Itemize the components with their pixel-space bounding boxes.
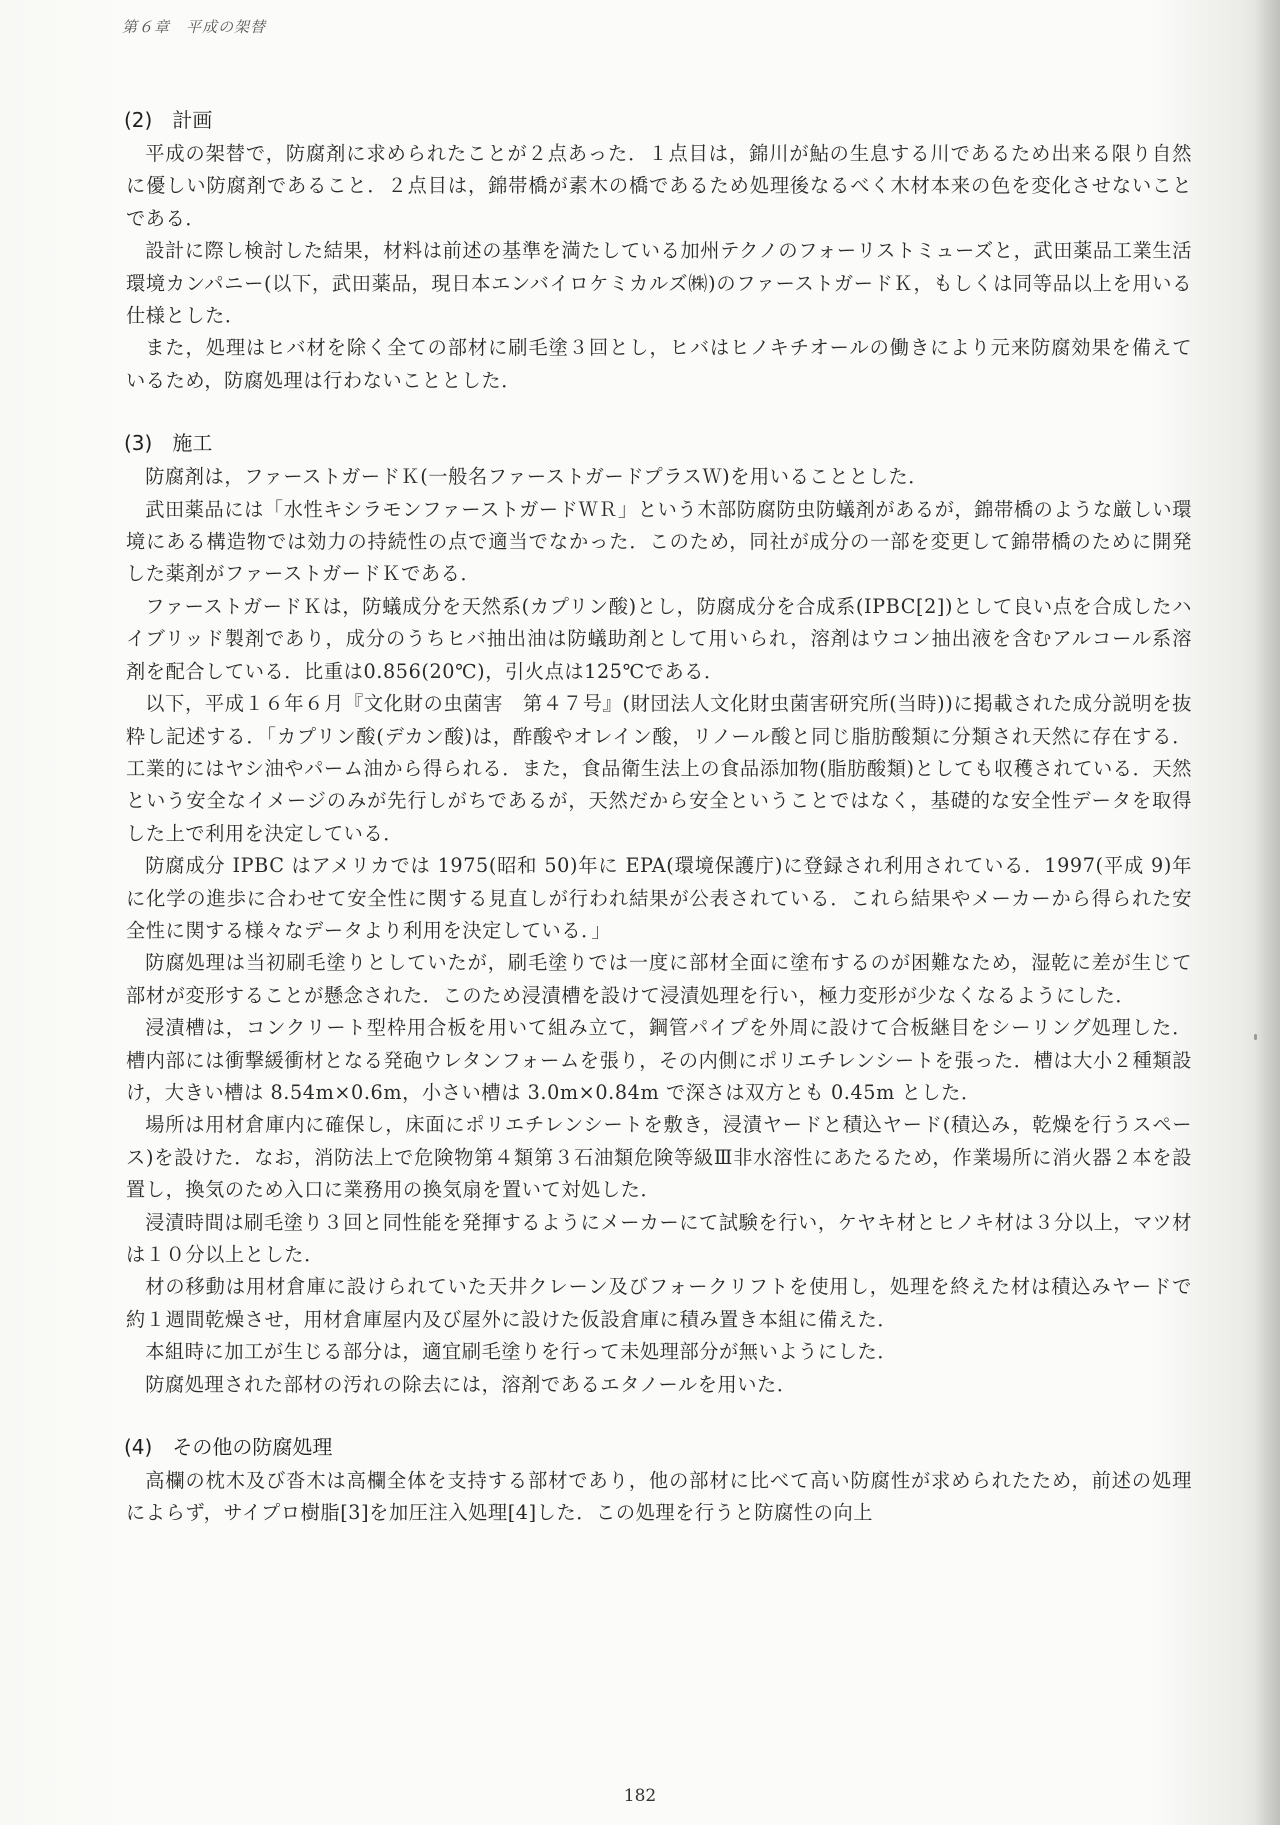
page-edge-shadow xyxy=(1254,0,1280,1825)
body-text xyxy=(126,104,1192,1530)
paragraph: 本組時に加工が生じる部分は，適宜刷毛塗りを行って未処理部分が無いようにした． xyxy=(145,1340,898,1364)
paragraph: 設計に際し検討した結果，材料は前述の基準を満たしている加州テクノのフォーリストミューズと，武田薬品工業生活環境カンパニー(以下，武田薬品，現日本エンバイロケミカルズ㈱)のファーストガードＫ，もしくは同等品以上を用いる仕様とした． xyxy=(126,239,1192,328)
section-plan xyxy=(126,104,1192,397)
paragraph: 防腐処理された部材の汚れの除去には，溶剤であるエタノールを用いた． xyxy=(145,1372,797,1396)
section-heading: (2) 計画 xyxy=(124,108,213,132)
scan-speck xyxy=(1254,1034,1257,1040)
page-number: 182 xyxy=(623,1786,657,1806)
section-heading: (4) その他の防腐処理 xyxy=(124,1435,333,1460)
paragraph: 防腐処理は当初刷毛塗りとしていたが，刷毛塗りでは一度に部材全面に塗布するのが困難なため，湿乾に差が生じて部材が変形することが懸念された．このため浸漬槽を設けて浸漬処理を行い，極力変形が少なくなるようにした． xyxy=(126,951,1192,1007)
section-other-treatment xyxy=(126,1431,1192,1530)
paragraph: 場所は用材倉庫内に確保し，床面にポリエチレンシートを敷き，浸漬ヤードと積込ヤード(積込み，乾燥を行うスペース)を設けた．なお，消防法上で危険物第４類第３石油類危険等級Ⅲ非水溶性にあたるため，作業場所に消火器２本を設置し，換気のため入口に業務用の換気扇を置いて対処した． xyxy=(126,1113,1192,1202)
running-header: 第６章 平成の架替 xyxy=(122,18,267,36)
paragraph: 浸漬時間は刷毛塗り３回と同性能を発揮するようにメーカーにて試験を行い，ケヤキ材とヒノキ材は３分以上，マツ材は１０分以上とした． xyxy=(126,1210,1192,1266)
paragraph: 浸漬槽は，コンクリート型枠用合板を用いて組み立て，鋼管パイプを外周に設けて合板継目をシーリング処理した．槽内部には衝撃緩衝材となる発砲ウレタンフォームを張り，その内側にポリエチレンシートを張った．槽は大小２種類設け，大きい槽は 8.54m×0.6m，小さい槽は 3.0m×0.84m で深さは双方とも 0.45m とした． xyxy=(126,1016,1192,1104)
paragraph: 材の移動は用材倉庫に設けられていた天井クレーン及びフォークリフトを使用し，処理を終えた材は積込みヤードで約１週間乾燥させ，用材倉庫屋内及び屋外に設けた仮設倉庫に積み置き本組に備えた． xyxy=(126,1275,1192,1331)
paragraph: また，処理はヒバ材を除く全ての部材に刷毛塗３回とし，ヒバはヒノキチオールの働きにより元来防腐効果を備えているため，防腐処理は行わないこととした． xyxy=(126,336,1192,392)
paragraph: 平成の架替で，防腐剤に求められたことが２点あった．１点目は，錦川が鮎の生息する川であるため出来る限り自然に優しい防腐剤であること．２点目は，錦帯橋が素木の橋であるため処理後なるべく木材本来の色を変化させないことである． xyxy=(126,142,1192,230)
paragraph: ファーストガードＫは，防蟻成分を天然系(カプリン酸)とし，防腐成分を合成系(IPBC[2])として良い点を合成したハイブリッド製剤であり，成分のうちヒバ抽出油は防蟻助剤として用いられ，溶剤はウコン抽出液を含むアルコール系溶剤を配合している．比重は0.856(20℃)，引火点は125℃である． xyxy=(126,594,1192,683)
paragraph: 高欄の枕木及び沓木は高欄全体を支持する部材であり，他の部材に比べて高い防腐性が求められたため，前述の処理によらず，サイプロ樹脂[3]を加圧注入処理[4]した．この処理を行うと防腐性の向上 xyxy=(126,1469,1192,1525)
paragraph: 以下，平成１６年６月『文化財の虫菌害 第４７号』(財団法人文化財虫菌害研究所(当時))に掲載された成分説明を抜粋し記述する．「カプリン酸(デカン酸)は，酢酸やオレイン酸，リノール酸と同じ脂肪酸類に分類され天然に存在する．工業的にはヤシ油やパーム油から得られる．また，食品衛生法上の食品添加物(脂肪酸類)としても収穫されている．天然という安全なイメージのみが先行しがちであるが，天然だから安全ということではなく，基礎的な安全性データを取得した上で利用を決定している． xyxy=(126,692,1192,845)
paragraph: 防腐成分 IPBC はアメリカでは 1975(昭和 50)年に EPA(環境保護庁)に登録され利用されている．1997(平成 9)年に化学の進歩に合わせて安全性に関する見直しが行われ結果が公表されている．これら結果やメーカーから得られた安全性に関する様々なデータより利用を決定している．」 xyxy=(126,854,1192,942)
section-construction xyxy=(126,427,1192,1401)
paragraph: 武田薬品には「水性キシラモンファーストガードＷＲ」という木部防腐防虫防蟻剤があるが，錦帯橋のような厳しい環境にある構造物では効力の持続性の点で適当でなかった．このため，同社が成分の一部を変更して錦帯橋のために開発した薬剤がファーストガードＫである． xyxy=(126,497,1192,586)
paragraph: 防腐剤は，ファーストガードＫ(一般名ファーストガードプラスＷ)を用いることとした． xyxy=(145,465,929,489)
section-heading: (3) 施工 xyxy=(124,431,213,456)
